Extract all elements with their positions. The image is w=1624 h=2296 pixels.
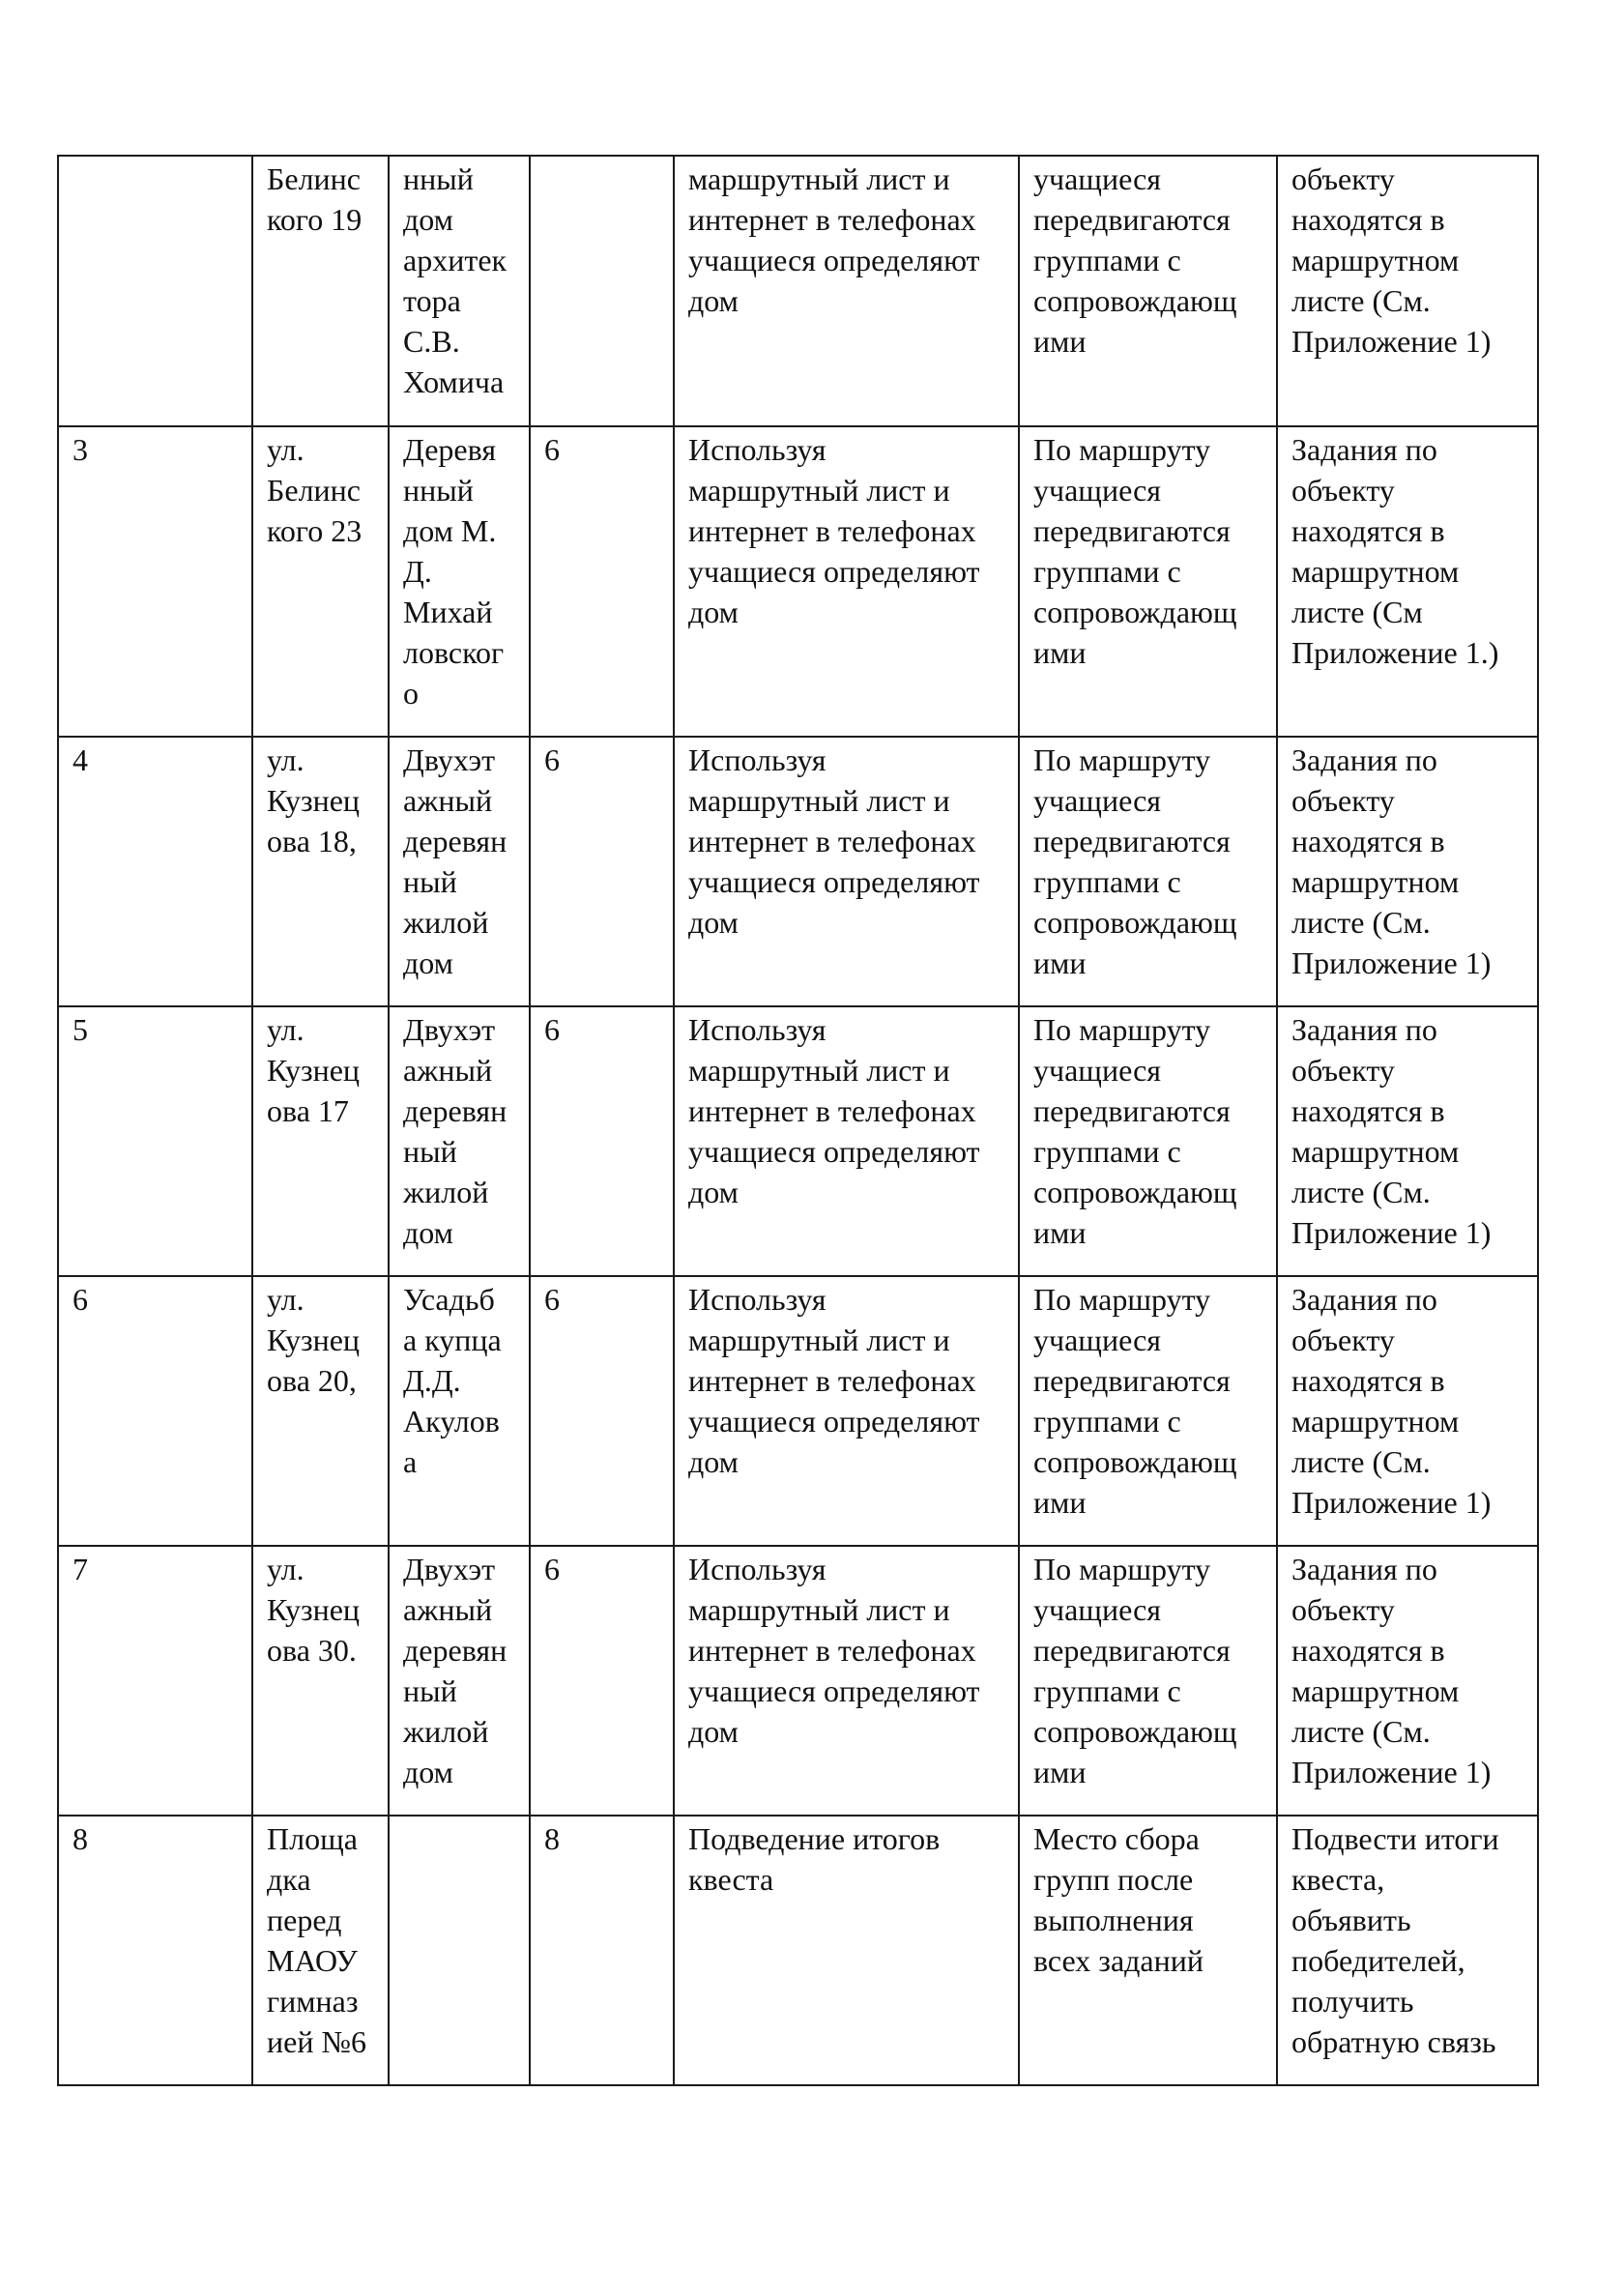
- cell-line: всех заданий: [1033, 1943, 1204, 1978]
- cell-line: тора: [403, 283, 461, 318]
- cell-line: кого 19: [267, 202, 362, 237]
- cell-line: 8: [544, 1821, 560, 1856]
- cell-line: учащиеся: [1033, 1053, 1161, 1088]
- cell-line: По маршруту: [1033, 432, 1211, 467]
- cell-line: 6: [544, 1552, 560, 1586]
- cell-line: Белинс: [267, 161, 361, 196]
- cell-line: Кузнец: [267, 1322, 361, 1357]
- cell-line: Используя: [688, 1552, 826, 1586]
- cell-number: [58, 737, 252, 1006]
- cell-line: маршрутном: [1291, 554, 1460, 589]
- cell-line: обратную связь: [1291, 2024, 1496, 2059]
- cell-address: [252, 1276, 389, 1546]
- cell-line: передвигаются: [1033, 202, 1231, 237]
- cell-line: Д.Д.: [403, 1363, 461, 1398]
- cell-line: ими: [1033, 324, 1087, 359]
- cell-line: ими: [1033, 945, 1087, 980]
- cell-line: группами с: [1033, 554, 1181, 589]
- cell-line: архитек: [403, 243, 508, 277]
- cell-line: маршрутном: [1291, 1404, 1460, 1439]
- cell-line: ажный: [403, 1053, 493, 1088]
- cell-line: объекту: [1291, 1322, 1395, 1357]
- cell-line: учащиеся: [1033, 1592, 1161, 1627]
- cell-line: объекту: [1291, 473, 1395, 508]
- cell-line: ный: [403, 1134, 457, 1169]
- cell-line: сопровождающ: [1033, 1175, 1237, 1209]
- cell-time: [530, 1546, 674, 1816]
- cell-line: 4: [72, 742, 88, 777]
- cell-line: а купца: [403, 1322, 502, 1357]
- cell-line: маршрутный лист и: [688, 783, 950, 818]
- cell-line: интернет в телефонах: [688, 202, 976, 237]
- cell-line: листе (См.: [1291, 1175, 1431, 1209]
- cell-line: объекту: [1291, 1053, 1395, 1088]
- cell-number: [58, 1546, 252, 1816]
- cell-line: дом: [403, 202, 453, 237]
- cell-line: 3: [72, 432, 88, 467]
- cell-line: ловског: [403, 635, 505, 670]
- cell-line: сопровождающ: [1033, 283, 1237, 318]
- cell-tasks: [1277, 156, 1538, 426]
- cell-line: ими: [1033, 635, 1087, 670]
- cell-line: дом: [403, 1755, 453, 1789]
- cell-line: 7: [72, 1552, 88, 1586]
- cell-line: гимназ: [267, 1984, 359, 2019]
- cell-tasks: [1277, 1276, 1538, 1546]
- cell-time: [530, 737, 674, 1006]
- cell-line: группами с: [1033, 1134, 1181, 1169]
- cell-line: группами с: [1033, 864, 1181, 899]
- cell-line: ажный: [403, 783, 493, 818]
- table-row: [58, 156, 1538, 426]
- cell-line: квеста,: [1291, 1862, 1385, 1897]
- cell-line: ими: [1033, 1485, 1087, 1520]
- cell-line: находятся в: [1291, 1363, 1445, 1398]
- cell-line: Задания по: [1291, 1552, 1437, 1586]
- cell-tasks: [1277, 1546, 1538, 1816]
- cell-line: передвигаются: [1033, 513, 1231, 548]
- cell-line: Двухэт: [403, 1012, 496, 1047]
- cell-address: [252, 156, 389, 426]
- cell-movement: [1019, 156, 1277, 426]
- cell-line: квеста: [688, 1862, 774, 1897]
- cell-tasks: [1277, 1816, 1538, 2085]
- cell-line: По маршруту: [1033, 742, 1211, 777]
- cell-line: победителей,: [1291, 1943, 1465, 1978]
- cell-line: дом: [403, 945, 453, 980]
- cell-line: Подвести итоги: [1291, 1821, 1499, 1856]
- cell-line: Задания по: [1291, 742, 1437, 777]
- cell-line: группами с: [1033, 243, 1181, 277]
- cell-address: [252, 737, 389, 1006]
- cell-line: 8: [72, 1821, 88, 1856]
- cell-line: Кузнец: [267, 783, 361, 818]
- cell-line: По маршруту: [1033, 1552, 1211, 1586]
- cell-line: находятся в: [1291, 1633, 1445, 1668]
- cell-activity: [674, 1546, 1019, 1816]
- cell-line: Михай: [403, 595, 493, 629]
- cell-line: Приложение 1): [1291, 1215, 1492, 1250]
- cell-line: ный: [403, 864, 457, 899]
- cell-line: ул.: [267, 1552, 304, 1586]
- route-table: [57, 155, 1539, 2086]
- cell-line: 6: [544, 1012, 560, 1047]
- cell-activity: [674, 1816, 1019, 2085]
- cell-line: учащиеся: [1033, 783, 1161, 818]
- cell-line: ова 20,: [267, 1363, 357, 1398]
- cell-line: Кузнец: [267, 1053, 361, 1088]
- cell-line: учащиеся: [1033, 161, 1161, 196]
- cell-line: получить: [1291, 1984, 1414, 2019]
- cell-line: 6: [544, 432, 560, 467]
- cell-tasks: [1277, 1006, 1538, 1276]
- cell-object: [389, 426, 530, 737]
- cell-line: передвигаются: [1033, 1633, 1231, 1668]
- cell-line: листе (См.: [1291, 1444, 1431, 1479]
- cell-line: дом: [688, 1175, 739, 1209]
- cell-line: ова 17: [267, 1093, 349, 1128]
- cell-line: сопровождающ: [1033, 595, 1237, 629]
- cell-line: Хомича: [403, 364, 505, 399]
- cell-time: [530, 1006, 674, 1276]
- cell-tasks: [1277, 737, 1538, 1006]
- table-row: [58, 1276, 1538, 1546]
- cell-line: находятся в: [1291, 1093, 1445, 1128]
- cell-line: Задания по: [1291, 432, 1437, 467]
- cell-line: ул.: [267, 742, 304, 777]
- cell-line: объекту: [1291, 161, 1395, 196]
- cell-line: учащиеся: [1033, 473, 1161, 508]
- cell-line: ией №6: [267, 2024, 366, 2059]
- cell-line: нный: [403, 473, 474, 508]
- cell-line: учащиеся определяют: [688, 864, 980, 899]
- cell-object: [389, 156, 530, 426]
- cell-line: дом: [688, 1444, 739, 1479]
- cell-line: деревян: [403, 824, 508, 858]
- cell-line: Приложение 1): [1291, 324, 1492, 359]
- cell-number: [58, 156, 252, 426]
- cell-line: 6: [544, 742, 560, 777]
- cell-line: ова 18,: [267, 824, 357, 858]
- cell-tasks: [1277, 426, 1538, 737]
- cell-line: интернет в телефонах: [688, 1093, 976, 1128]
- cell-activity: [674, 156, 1019, 426]
- cell-line: Приложение 1): [1291, 1755, 1492, 1789]
- cell-address: [252, 1006, 389, 1276]
- cell-line: ул.: [267, 1282, 304, 1317]
- cell-number: [58, 426, 252, 737]
- cell-time: [530, 426, 674, 737]
- cell-line: 5: [72, 1012, 88, 1047]
- cell-line: учащиеся определяют: [688, 243, 980, 277]
- cell-line: 6: [72, 1282, 88, 1317]
- cell-line: Используя: [688, 1282, 826, 1317]
- cell-line: Место сбора: [1033, 1821, 1200, 1856]
- cell-line: объекту: [1291, 783, 1395, 818]
- cell-line: Подведение итогов: [688, 1821, 941, 1856]
- cell-line: маршрутном: [1291, 1134, 1460, 1169]
- cell-line: Двухэт: [403, 1552, 496, 1586]
- cell-activity: [674, 737, 1019, 1006]
- cell-object: [389, 1816, 530, 2085]
- cell-line: интернет в телефонах: [688, 824, 976, 858]
- cell-line: группами с: [1033, 1404, 1181, 1439]
- cell-line: Используя: [688, 1012, 826, 1047]
- cell-line: групп после: [1033, 1862, 1194, 1897]
- table-row: [58, 1546, 1538, 1816]
- cell-line: маршрутный лист и: [688, 1592, 950, 1627]
- cell-line: маршрутный лист и: [688, 1322, 950, 1357]
- cell-movement: [1019, 737, 1277, 1006]
- cell-line: дом: [688, 1714, 739, 1749]
- cell-line: По маршруту: [1033, 1282, 1211, 1317]
- cell-line: перед: [267, 1903, 342, 1937]
- cell-line: маршрутном: [1291, 243, 1460, 277]
- cell-line: ими: [1033, 1215, 1087, 1250]
- cell-line: Акулов: [403, 1404, 500, 1439]
- cell-line: деревян: [403, 1633, 508, 1668]
- cell-movement: [1019, 1546, 1277, 1816]
- cell-line: дом: [403, 1215, 453, 1250]
- cell-time: [530, 1816, 674, 2085]
- cell-line: МАОУ: [267, 1943, 358, 1978]
- cell-line: дка: [267, 1862, 311, 1897]
- cell-time: [530, 156, 674, 426]
- table-row: [58, 737, 1538, 1006]
- cell-line: дом: [688, 595, 739, 629]
- cell-line: маршрутный лист и: [688, 473, 950, 508]
- cell-movement: [1019, 1276, 1277, 1546]
- cell-line: учащиеся определяют: [688, 554, 980, 589]
- cell-number: [58, 1276, 252, 1546]
- cell-object: [389, 737, 530, 1006]
- cell-line: передвигаются: [1033, 824, 1231, 858]
- cell-movement: [1019, 1816, 1277, 2085]
- cell-line: дом М.: [403, 513, 497, 548]
- cell-activity: [674, 426, 1019, 737]
- cell-object: [389, 1546, 530, 1816]
- cell-line: Деревя: [403, 432, 497, 467]
- cell-movement: [1019, 1006, 1277, 1276]
- cell-time: [530, 1276, 674, 1546]
- cell-line: ими: [1033, 1755, 1087, 1789]
- cell-line: Д.: [403, 554, 432, 589]
- cell-line: Задания по: [1291, 1282, 1437, 1317]
- cell-line: листе (См.: [1291, 283, 1431, 318]
- table-row: [58, 1816, 1538, 2085]
- cell-line: ова 30.: [267, 1633, 357, 1668]
- cell-line: Двухэт: [403, 742, 496, 777]
- cell-line: объекту: [1291, 1592, 1395, 1627]
- cell-address: [252, 426, 389, 737]
- cell-line: группами с: [1033, 1673, 1181, 1708]
- cell-line: жилой: [403, 1714, 489, 1749]
- cell-line: Используя: [688, 742, 826, 777]
- cell-line: Приложение 1): [1291, 945, 1492, 980]
- cell-line: объявить: [1291, 1903, 1411, 1937]
- cell-line: 6: [544, 1282, 560, 1317]
- cell-object: [389, 1276, 530, 1546]
- cell-line: Используя: [688, 432, 826, 467]
- cell-line: Усадьб: [403, 1282, 495, 1317]
- cell-number: [58, 1006, 252, 1276]
- cell-line: ный: [403, 1673, 457, 1708]
- cell-line: маршрутном: [1291, 864, 1460, 899]
- cell-line: листе (См: [1291, 595, 1423, 629]
- cell-line: листе (См.: [1291, 1714, 1431, 1749]
- cell-line: сопровождающ: [1033, 905, 1237, 940]
- cell-line: Приложение 1): [1291, 1485, 1492, 1520]
- cell-line: деревян: [403, 1093, 508, 1128]
- cell-line: Площа: [267, 1821, 358, 1856]
- cell-line: Белинс: [267, 473, 361, 508]
- cell-movement: [1019, 426, 1277, 737]
- cell-line: сопровождающ: [1033, 1714, 1237, 1749]
- cell-line: кого 23: [267, 513, 362, 548]
- cell-line: а: [403, 1444, 418, 1479]
- cell-activity: [674, 1006, 1019, 1276]
- cell-line: передвигаются: [1033, 1093, 1231, 1128]
- cell-line: ул.: [267, 432, 304, 467]
- cell-line: интернет в телефонах: [688, 1363, 976, 1398]
- cell-line: учащиеся определяют: [688, 1404, 980, 1439]
- cell-line: учащиеся: [1033, 1322, 1161, 1357]
- cell-line: По маршруту: [1033, 1012, 1211, 1047]
- cell-line: передвигаются: [1033, 1363, 1231, 1398]
- cell-line: дом: [688, 905, 739, 940]
- cell-line: листе (См.: [1291, 905, 1431, 940]
- cell-line: С.В.: [403, 324, 460, 359]
- cell-line: находятся в: [1291, 202, 1445, 237]
- cell-line: выполнения: [1033, 1903, 1194, 1937]
- cell-number: [58, 1816, 252, 2085]
- cell-address: [252, 1546, 389, 1816]
- cell-line: находятся в: [1291, 513, 1445, 548]
- cell-line: о: [403, 676, 419, 711]
- cell-line: сопровождающ: [1033, 1444, 1237, 1479]
- cell-line: маршрутный лист и: [688, 161, 950, 196]
- table-row: [58, 1006, 1538, 1276]
- cell-line: учащиеся определяют: [688, 1134, 980, 1169]
- cell-line: Задания по: [1291, 1012, 1437, 1047]
- table-row: [58, 426, 1538, 737]
- cell-object: [389, 1006, 530, 1276]
- cell-line: Кузнец: [267, 1592, 361, 1627]
- cell-line: ул.: [267, 1012, 304, 1047]
- cell-line: маршрутном: [1291, 1673, 1460, 1708]
- cell-line: маршрутный лист и: [688, 1053, 950, 1088]
- cell-line: нный: [403, 161, 474, 196]
- cell-line: интернет в телефонах: [688, 513, 976, 548]
- cell-line: жилой: [403, 1175, 489, 1209]
- cell-line: находятся в: [1291, 824, 1445, 858]
- cell-activity: [674, 1276, 1019, 1546]
- cell-line: жилой: [403, 905, 489, 940]
- cell-line: интернет в телефонах: [688, 1633, 976, 1668]
- cell-line: ажный: [403, 1592, 493, 1627]
- cell-address: [252, 1816, 389, 2085]
- cell-line: учащиеся определяют: [688, 1673, 980, 1708]
- cell-line: Приложение 1.): [1291, 635, 1499, 670]
- cell-line: дом: [688, 283, 739, 318]
